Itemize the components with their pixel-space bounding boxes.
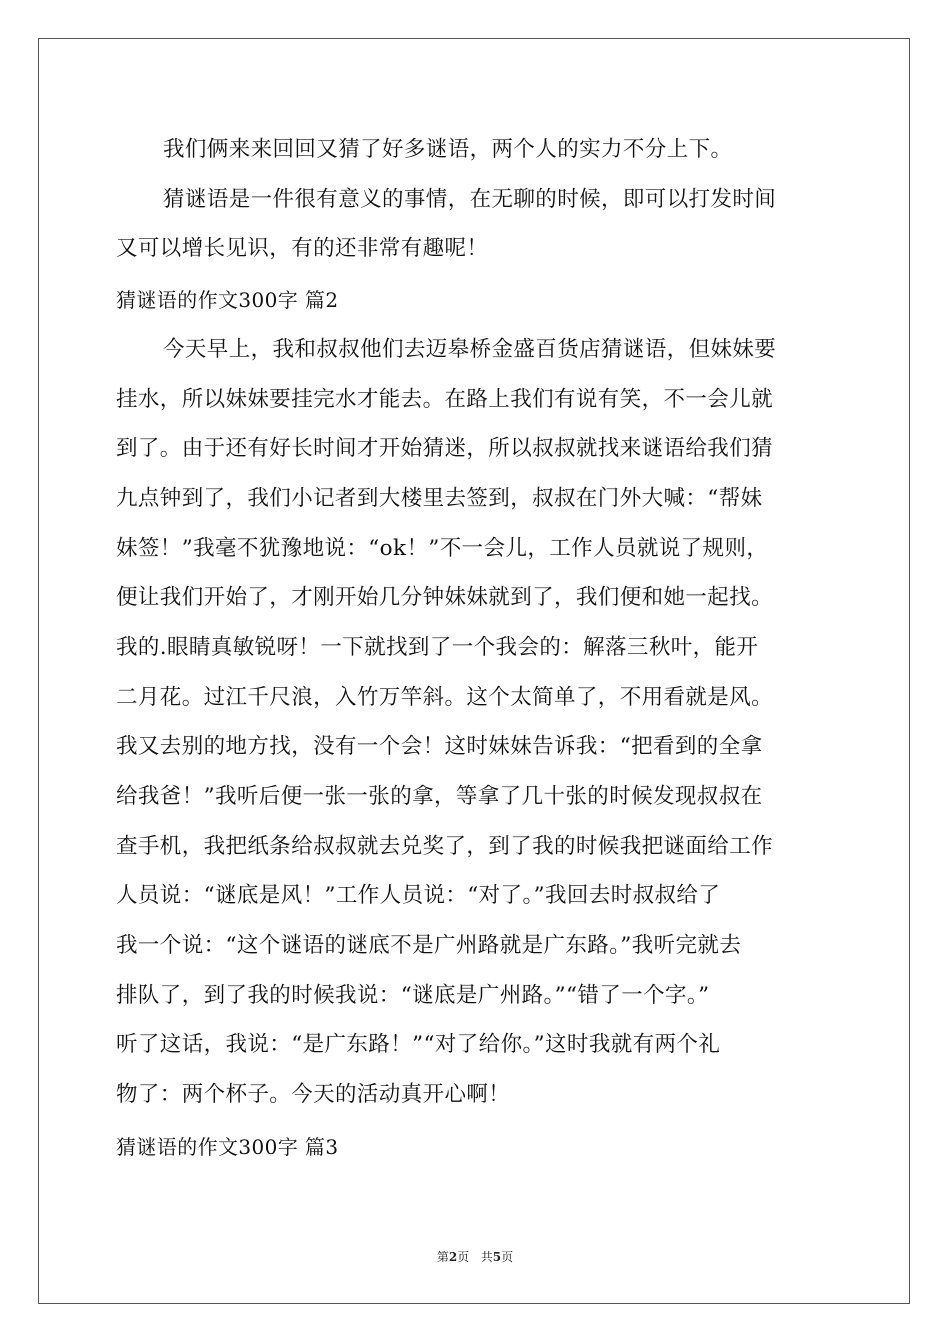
footer-total-pages: 5 [492,1250,502,1264]
paragraph-line: 我一个说：“这个谜语的谜底不是广州路就是广东路。”我听完就去 [116,933,742,958]
paragraph-line: 查手机，我把纸条给叔叔就去兑奖了，到了我的时候我把谜面给工作 [116,834,774,859]
paragraph-line: 今天早上，我和叔叔他们去迈皋桥金盛百货店猜谜语，但妹妹要 [163,337,777,362]
paragraph-line: 我的.眼睛真敏锐呀！一下就找到了一个我会的：解落三秋叶，能开 [116,635,759,660]
paragraph-line: 人员说：“谜底是风！”工作人员说：“对了。”我回去时叔叔给了 [116,883,721,908]
section-heading: 猜谜语的作文300字 篇2 [116,288,339,312]
paragraph-line: 给我爸！”我听后便一张一张的拿，等拿了几十张的时候发现叔叔在 [116,784,763,809]
page-footer [0,1249,950,1265]
paragraph-line: 妹签！”我毫不犹豫地说：“ok！”不一会儿，工作人员就说了规则， [116,536,769,561]
footer-suffix: 页 [501,1250,514,1264]
paragraph-line: 我们俩来来回回又猜了好多谜语，两个人的实力不分上下。 [163,137,733,162]
footer-middle: 页 共 [457,1250,493,1264]
paragraph-line: 挂水，所以妹妹要挂完水才能去。在路上我们有说有笑，不一会儿就 [116,387,774,412]
paragraph-line: 九点钟到了，我们小记者到大楼里去签到，叔叔在门外大喊：“帮妹 [116,486,763,511]
paragraph-line: 便让我们开始了，才刚开始几分钟妹妹就到了，我们便和她一起找。 [116,585,774,610]
paragraph-line: 排队了，到了我的时候我说：“谜底是广州路。”“错了一个字。” [116,983,710,1008]
section-heading: 猜谜语的作文300字 篇3 [116,1135,339,1159]
paragraph-line: 我又去别的地方找，没有一个会！这时妹妹告诉我：“把看到的全拿 [116,734,763,759]
paragraph-line: 猜谜语是一件很有意义的事情，在无聊的时候，即可以打发时间 [163,187,777,212]
footer-current-page: 2 [448,1250,458,1264]
paragraph-line: 二月花。过江千尺浪，入竹万竿斜。这个太简单了，不用看就是风。 [116,685,774,710]
paragraph-line: 到了。由于还有好长时间才开始猜迷，所以叔叔就找来谜语给我们猜 [116,436,774,461]
paragraph-line: 听了这话，我说：“是广东路！”“对了给你。”这时我就有两个礼 [116,1032,721,1057]
paragraph-line: 又可以增长见识，有的还非常有趣呢！ [116,236,489,261]
paragraph-line: 物了：两个杯子。今天的活动真开心啊！ [116,1082,511,1107]
footer-prefix: 第 [436,1250,449,1264]
page-border [38,38,910,1304]
